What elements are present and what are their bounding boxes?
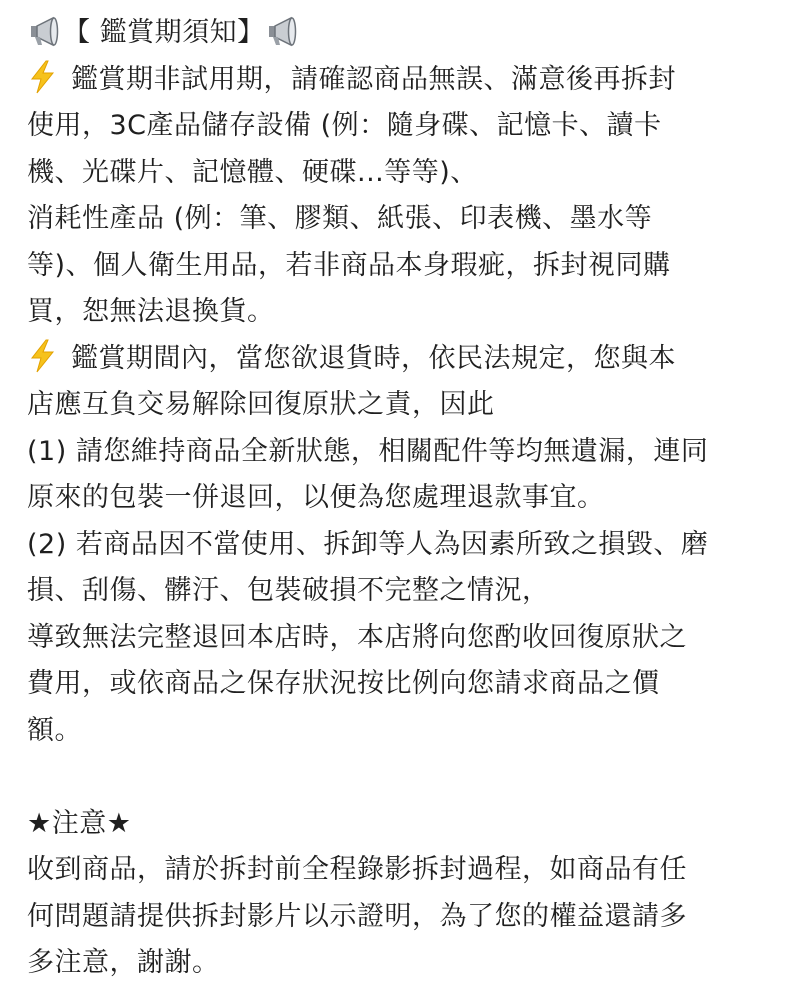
paragraph-line <box>27 336 787 383</box>
paragraph-line <box>27 57 787 104</box>
paragraph-line: 原來的包裝一併退回，以便為您處理退款事宜。 <box>27 482 605 513</box>
paragraph-line: (1) 請您維持商品全新狀態，相關配件等均無遺漏，連同 <box>27 435 709 467</box>
megaphone-icon <box>27 14 63 48</box>
paragraph-line: 額。 <box>27 714 82 746</box>
lightning-icon <box>27 60 57 94</box>
paragraph-line: 消耗性產品 (例：筆、膠類、紙張、印表機、墨水等 <box>27 203 653 234</box>
lightning-icon <box>27 339 57 373</box>
paragraph-line: 機、光碟片、記憶體、硬碟...等等)、 <box>27 156 478 188</box>
spacer <box>27 754 787 801</box>
notice-heading: ★注意★ <box>27 807 132 839</box>
paragraph-line: 導致無法完整退回本店時，本店將向您酌收回復原狀之 <box>27 621 687 653</box>
title-line <box>27 10 787 57</box>
text-line: 鑑賞期非試用期，請確認商品無誤、滿意後再拆封 <box>71 63 676 95</box>
paragraph-line: 買，恕無法退換貨。 <box>27 296 275 327</box>
paragraph-line: 何問題請提供拆封影片以示證明，為了您的權益還請多 <box>27 900 687 932</box>
paragraph-line: 店應互負交易解除回復原狀之責，因此 <box>27 389 495 420</box>
section-return-policy <box>27 336 787 755</box>
megaphone-icon <box>265 14 301 48</box>
paragraph-line: 損、刮傷、髒汙、包裝破損不完整之情況， <box>27 575 550 606</box>
paragraph-line: 費用，或依商品之保存狀況按比例向您請求商品之價 <box>27 668 660 699</box>
section-notice <box>27 801 787 987</box>
section-appreciation-period <box>27 57 787 336</box>
paragraph-line: (2) 若商品因不當使用、拆卸等人為因素所致之損毀、磨 <box>27 528 709 560</box>
paragraph-line: 收到商品，請於拆封前全程錄影拆封過程，如商品有任 <box>27 854 687 885</box>
text-line: 鑑賞期間內，當您欲退貨時，依民法規定，您與本 <box>71 342 676 374</box>
notice-document <box>27 10 787 987</box>
paragraph-line: 等)、個人衛生用品，若非商品本身瑕疵，拆封視同購 <box>27 249 671 281</box>
paragraph-line: 多注意，謝謝。 <box>27 947 220 978</box>
document-title: 【 鑑賞期須知】 <box>63 17 265 48</box>
paragraph-line: 使用，3C產品儲存設備 (例：隨身碟、記憶卡、讀卡 <box>27 110 662 141</box>
